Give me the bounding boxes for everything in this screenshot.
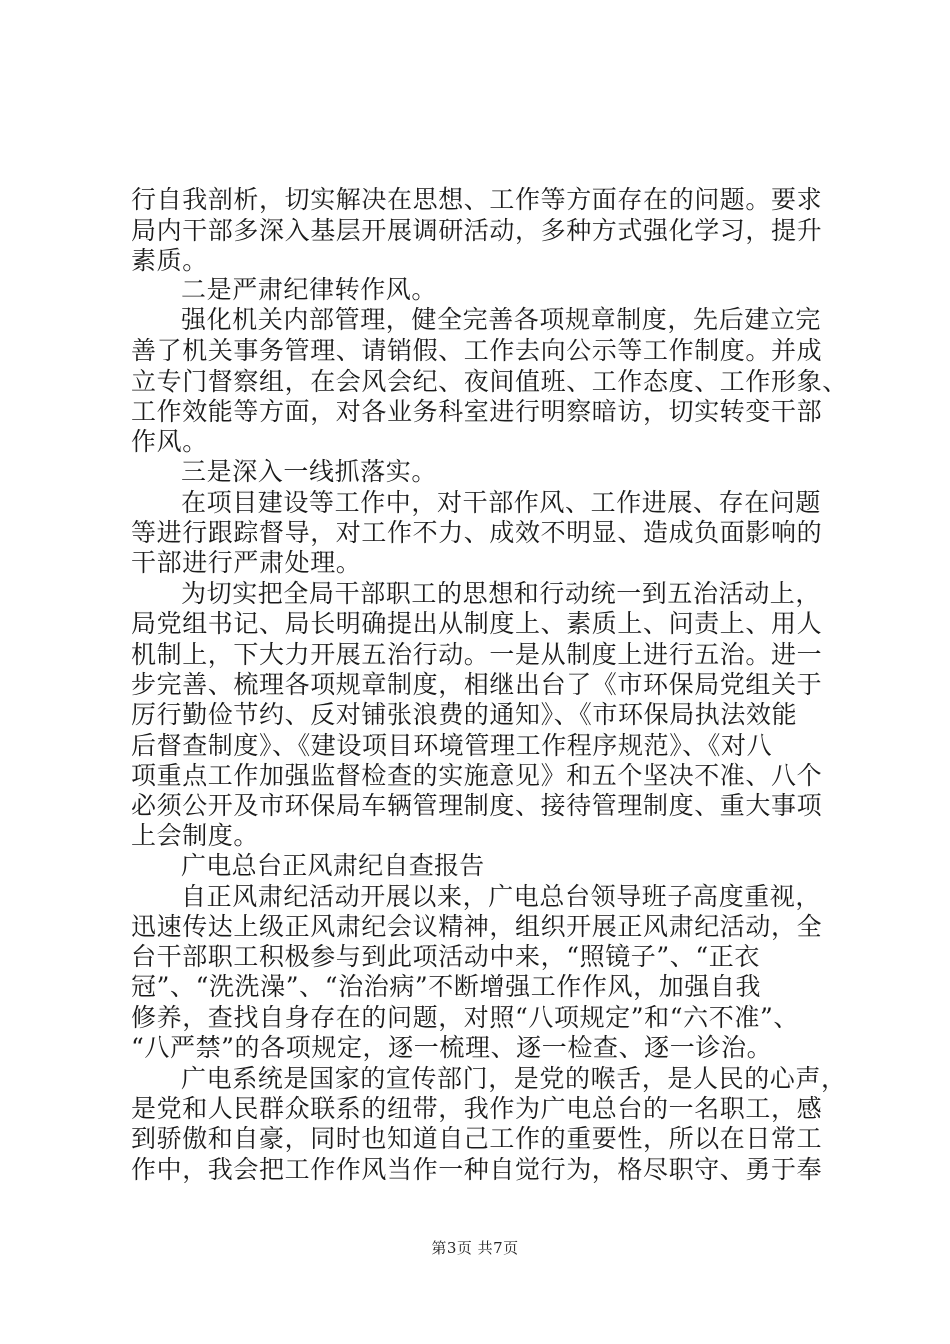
body-text-line: 作中，我会把工作作风当作一种自觉行为，格尽职守、勇于奉 [131, 1155, 823, 1184]
body-text-line: 善了机关事务管理、请销假、工作去向公示等工作制度。并成 [131, 336, 823, 365]
body-text-line: 上会制度。 [131, 821, 260, 850]
body-text-line: 自正风肃纪活动开展以来，广电总台领导班子高度重视， [181, 882, 822, 911]
body-text-line: 在项目建设等工作中，对干部作风、工作进展、存在问题 [181, 488, 822, 517]
body-text-line: 作风。 [131, 427, 208, 456]
page-number-footer: 第3页 共7页 [431, 1239, 519, 1257]
body-text-line: 必须公开及市环保局车辆管理制度、接待管理制度、重大事项 [131, 791, 823, 820]
body-text-line: 冠”、“洗洗澡”、“治治病”不断增强工作作风，加强自我 [131, 972, 762, 1001]
body-text-line: 后督查制度》、《建设项目环境管理工作程序规范》、《对八 [131, 731, 773, 760]
body-text-line: 广电系统是国家的宣传部门，是党的喉舌，是人民的心声， [181, 1064, 847, 1093]
body-text-line: 项重点工作加强监督检查的实施意见》和五个坚决不准、八个 [131, 761, 823, 790]
body-text-line: 局内干部多深入基层开展调研活动，多种方式强化学习，提升 [131, 216, 823, 245]
report-title: 广电总台正风肃纪自查报告 [181, 851, 485, 880]
body-text-line: 局党组书记、局长明确提出从制度上、素质上、问责上、用人 [131, 609, 823, 638]
body-text-line: “八严禁”的各项规定，逐一梳理、逐一检查、逐一诊治。 [131, 1033, 773, 1062]
section-heading: 二是严肃纪律转作风。 [181, 275, 438, 304]
section-heading: 三是深入一线抓落实。 [181, 457, 438, 486]
body-text-line: 强化机关内部管理，健全完善各项规章制度，先后建立完 [181, 305, 822, 334]
body-text-line: 干部进行严肃处理。 [131, 548, 362, 577]
body-text-line: 为切实把全局干部职工的思想和行动统一到五治活动上， [181, 579, 822, 608]
body-text-line: 台干部职工积极参与到此项活动中来，“照镜子”、“正衣 [131, 942, 760, 971]
body-text-line: 行自我剖析，切实解决在思想、工作等方面存在的问题。要求 [131, 185, 823, 214]
body-text-line: 厉行勤俭节约、反对铺张浪费的通知》、《市环保局执法效能 [131, 700, 798, 729]
body-text-line: 步完善、梳理各项规章制度，相继出台了《市环保局党组关于 [131, 670, 823, 699]
body-text-line: 修养，查找自身存在的问题，对照“八项规定”和“六不准”、 [131, 1003, 799, 1032]
body-text-line: 素质。 [131, 246, 208, 275]
body-text-line: 机制上，下大力开展五治行动。一是从制度上进行五治。进一 [131, 640, 823, 669]
body-text-line: 到骄傲和自豪，同时也知道自己工作的重要性，所以在日常工 [131, 1124, 823, 1153]
body-text-line: 工作效能等方面，对各业务科室进行明察暗访，切实转变干部 [131, 397, 823, 426]
body-text-line: 等进行跟踪督导，对工作不力、成效不明显、造成负面影响的 [131, 518, 823, 547]
body-text-line: 迅速传达上级正风肃纪会议精神，组织开展正风肃纪活动，全 [131, 912, 823, 941]
body-text-line: 是党和人民群众联系的纽带，我作为广电总台的一名职工，感 [131, 1094, 823, 1123]
body-text-line: 立专门督察组，在会风会纪、夜间值班、工作态度、工作形象、 [131, 367, 848, 396]
